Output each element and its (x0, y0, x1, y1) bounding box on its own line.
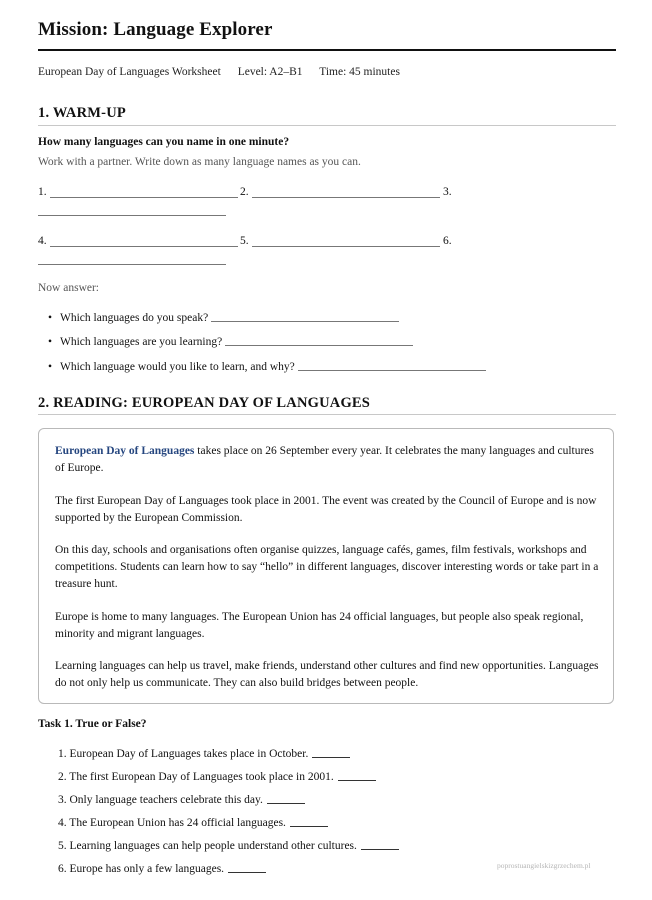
answer-number: 4. (38, 235, 47, 247)
reading-text-box (38, 428, 614, 704)
bullet-icon: • (48, 312, 53, 324)
reading-paragraph-5: Learning languages can help us travel, make friends, understand other cultures and find new opportunities. Languages do not only help us communicate. They can also build bridges between people. (55, 660, 599, 689)
answer-line[interactable] (211, 321, 399, 322)
warmup-heading: 1. WARM-UP (38, 105, 126, 121)
bullet-text: Which languages do you speak? (60, 312, 209, 324)
answer-line[interactable] (338, 780, 376, 781)
task-item (58, 817, 328, 829)
site-watermark: poprostuangielskizgrzechem.pl (497, 861, 591, 870)
answer-line[interactable] (225, 345, 413, 346)
answer-line[interactable] (38, 264, 226, 265)
bullet-text: Which languages are you learning? (60, 336, 223, 348)
bullet-icon: • (48, 336, 53, 348)
task-item (58, 748, 350, 760)
list-item (48, 361, 486, 373)
list-item (48, 336, 413, 348)
answer-number: 5. (240, 235, 249, 247)
task-item-text: 2. The first European Day of Languages took place in 2001. (58, 771, 334, 783)
answer-number: 3. (443, 186, 452, 198)
meta-time: Time: 45 minutes (319, 66, 400, 78)
answer-line[interactable] (50, 246, 238, 247)
task-item-text: 4. The European Union has 24 official languages. (58, 817, 286, 829)
answer-line[interactable] (290, 826, 328, 827)
reading-divider (38, 414, 616, 415)
meta-worksheet: European Day of Languages Worksheet (38, 66, 221, 78)
worksheet-meta (38, 66, 414, 78)
answer-number: 6. (443, 235, 452, 247)
task-item (58, 840, 399, 852)
task-item-text: 6. Europe has only a few languages. (58, 863, 225, 875)
task-item (58, 794, 305, 806)
answer-line[interactable] (50, 197, 238, 198)
task-item-text: 5. Learning languages can help people understand other cultures. (58, 840, 357, 852)
task-item (58, 863, 266, 875)
task1-heading: Task 1. True or False? (38, 718, 147, 730)
answer-row-2 (38, 235, 616, 249)
answer-row-1 (38, 186, 616, 200)
reading-paragraph-2: The first European Day of Languages took place in 2001. The event was created by the Council of Europe and is now supported by the European Commission. (55, 495, 597, 524)
answer-number: 2. (240, 186, 249, 198)
answer-number: 1. (38, 186, 47, 198)
task-item-text: 1. European Day of Languages takes place in October. (58, 748, 309, 760)
warmup-instruction: Work with a partner. Write down as many language names as you can. (38, 156, 361, 168)
answer-line[interactable] (228, 872, 266, 873)
warmup-question: How many languages can you name in one minute? (38, 136, 290, 148)
reading-text: takes place on 26 September every year. It celebrates the many languages and cultures of Europe. (55, 445, 594, 474)
bullet-icon: • (48, 361, 53, 373)
warmup-divider (38, 125, 616, 126)
answer-line[interactable] (252, 246, 440, 247)
reading-heading: 2. READING: EUROPEAN DAY OF LANGUAGES (38, 395, 371, 411)
title-divider (38, 49, 616, 51)
reading-paragraph-3: On this day, schools and organisations often organise quizzes, language cafés, games, film festivals, workshops and competitions. Students can learn how to say “hello” in different languages, discover interesting words or take part in a treasure hunt. (55, 544, 599, 590)
task-item (58, 771, 376, 783)
task-item-text: 3. Only language teachers celebrate this day. (58, 794, 263, 806)
page-title: Mission: Language Explorer (38, 19, 273, 40)
meta-level: Level: A2–B1 (237, 66, 303, 78)
answer-line[interactable] (267, 803, 305, 804)
answer-line[interactable] (298, 370, 486, 371)
answer-line[interactable] (38, 215, 226, 216)
now-answer-label: Now answer: (38, 282, 99, 294)
answer-line[interactable] (361, 849, 399, 850)
reading-paragraph-4: Europe is home to many languages. The European Union has 24 official languages, but people also speak regional, minority and migrant languages. (55, 611, 584, 640)
reading-paragraph-1 (55, 443, 603, 477)
list-item (48, 312, 399, 324)
bullet-text: Which language would you like to learn, and why? (60, 361, 295, 373)
answer-line[interactable] (252, 197, 440, 198)
answer-line[interactable] (312, 757, 350, 758)
reading-highlight: European Day of Languages (55, 445, 195, 457)
